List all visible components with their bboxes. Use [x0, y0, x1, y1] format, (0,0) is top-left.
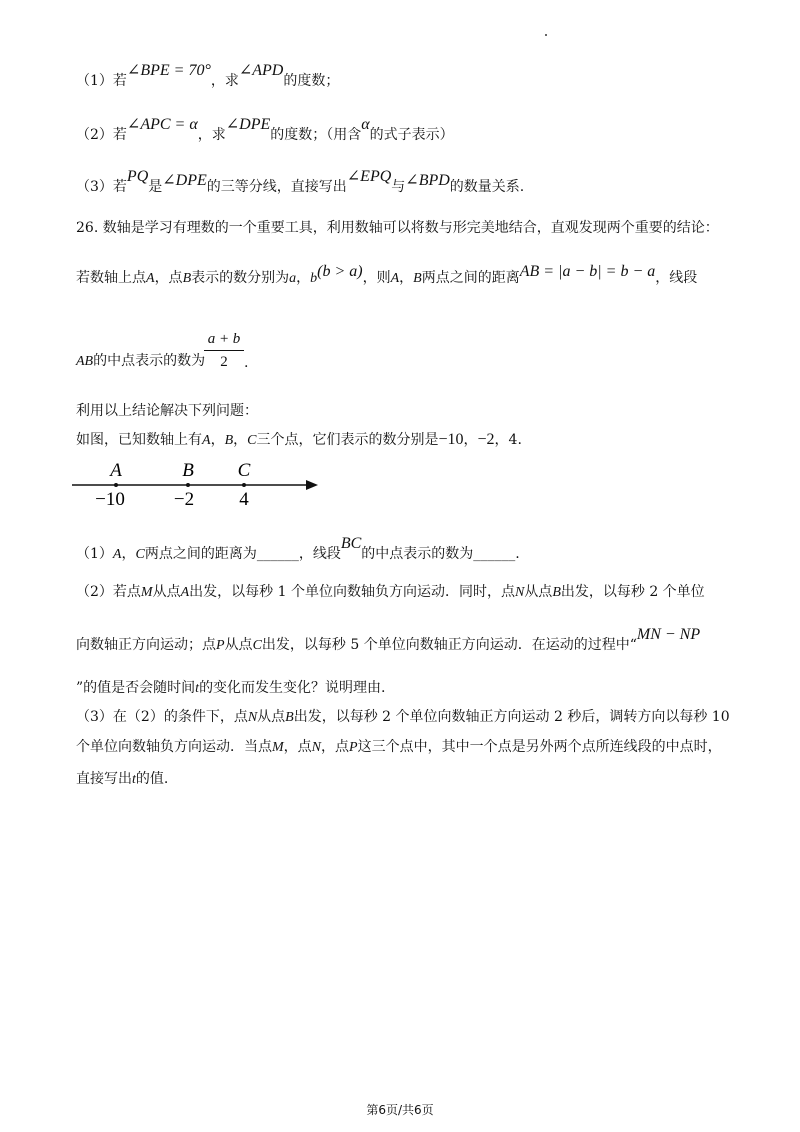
text: 若数轴上点 [76, 270, 146, 286]
text: ， [463, 432, 478, 448]
angle-apc-expr: ∠APC = α [126, 116, 198, 133]
text: ，则 [362, 270, 391, 286]
point-b-label: B [224, 433, 234, 448]
text: 的中点表示的数为______. [361, 546, 520, 562]
q25-part2-text2: 的度数；（用含 [270, 127, 362, 143]
var-b: b [310, 271, 318, 286]
point-a-label: A [390, 271, 400, 286]
text: ， [210, 432, 225, 448]
q26-sub2-line2 [76, 626, 701, 655]
numline-value-c: 4 [239, 489, 249, 510]
text: 两点之间的距离 [421, 270, 520, 286]
q25-part3-number: （3）若 [76, 179, 127, 195]
point-c-label: C [247, 433, 257, 448]
text: ，点 [321, 739, 350, 755]
text: （3）在（2）的条件下，点 [76, 709, 248, 725]
numline-label-b: B [182, 460, 194, 481]
text: 出发，以每秒 2 个单位 [560, 584, 705, 600]
distance-formula: AB = |a − b| = b − a [519, 263, 656, 280]
point-m-label: M [272, 740, 284, 755]
text: 的中点表示的数为 [93, 353, 206, 369]
text: 向数轴正方向运动；点 [76, 637, 216, 653]
q26-sub3-line2 [76, 738, 722, 757]
q26-sub3-line1 [76, 708, 730, 727]
var-t: t [132, 772, 136, 787]
condition-b-gt-a: (b > a) [317, 263, 363, 280]
text: ，点 [283, 739, 312, 755]
alpha-symbol: α [361, 116, 370, 133]
fraction-bar [204, 350, 244, 351]
point-p-label: P [216, 638, 225, 653]
q26-sub1 [76, 535, 520, 564]
q26-line3-end: . [244, 355, 249, 371]
scan-dot [545, 34, 547, 36]
segment-bc: BC [340, 535, 362, 552]
text: 两点之间的距离为______，线段 [144, 546, 341, 562]
text: 出发，以每秒 2 个单位向数轴正方向运动 2 秒后，调转方向以每秒 10 [293, 709, 730, 725]
value-4: 4 [508, 432, 518, 448]
expression-mn-minus-np: MN − NP [636, 626, 701, 643]
value-minus10: −10 [438, 431, 464, 448]
text: 直接写出 [76, 771, 132, 787]
q25-part2-tail: 的式子表示） [369, 127, 454, 143]
point-a-label: A [112, 547, 122, 562]
q25-part2-number: （2）若 [76, 127, 127, 143]
point-m-label: M [140, 585, 153, 600]
text: ”的值是否会随时间 [76, 680, 196, 696]
var-a: a [289, 271, 297, 286]
text: 这三个点中，其中一个点是另外两个点所连线段的中点时， [357, 739, 722, 755]
q25-part1 [76, 62, 340, 90]
q26-sub2-line1 [76, 583, 705, 602]
point-n-label: N [247, 710, 258, 725]
q26-sub2-line3 [76, 679, 386, 698]
point-c-label: C [135, 547, 145, 562]
angle-bpd-expr: ∠BPD [405, 172, 450, 189]
point-a-label: A [146, 271, 155, 286]
text: . [517, 432, 522, 448]
point-p-label: P [349, 740, 358, 755]
q25-part3-text2: 的三等分线，直接写出 [206, 179, 347, 195]
text: 从点 [152, 584, 181, 600]
point-c-label: C [252, 638, 262, 653]
angle-dpe-expr-2: ∠DPE [162, 172, 207, 189]
q25-part1-number: （1）若 [76, 73, 127, 89]
text: 从点 [524, 584, 553, 600]
angle-bpe-expr: ∠BPE = 70° [126, 62, 211, 79]
point-n-label: N [514, 585, 525, 600]
text: ， [233, 432, 248, 448]
point-c-dot [242, 483, 246, 487]
point-a-dot [114, 483, 118, 487]
q25-part3 [76, 168, 525, 196]
fraction-denominator: 2 [220, 354, 228, 370]
q25-part3-text1: 是 [148, 179, 163, 195]
text: 表示的数分别为 [191, 270, 290, 286]
text: ， [121, 546, 136, 562]
text: 从点 [257, 709, 286, 725]
point-b-dot [186, 483, 190, 487]
point-b-label: B [552, 585, 561, 600]
arrow-head-icon [306, 480, 318, 490]
pq-expr: PQ [126, 168, 149, 185]
point-n-label: N [311, 740, 322, 755]
text: ， [494, 432, 509, 448]
text: 出发，以每秒 1 个单位向数轴负方向运动．同时，点 [189, 584, 515, 600]
q25-part2 [76, 116, 454, 144]
segment-ab: AB [76, 354, 94, 369]
text: （2）若点 [76, 584, 141, 600]
numline-label-c: C [237, 460, 251, 481]
number-line-figure [70, 455, 330, 515]
numline-value-b: −2 [173, 489, 195, 510]
point-a-label: A [180, 585, 190, 600]
angle-epq-expr: ∠EPQ [346, 168, 392, 185]
var-t: t [195, 681, 200, 696]
angle-apd-expr: ∠APD [238, 62, 284, 79]
point-b-label: B [413, 271, 422, 286]
text: 的变化而发生变化？说明理由. [199, 680, 386, 696]
q26-line2 [76, 263, 698, 288]
text: （1） [76, 546, 113, 562]
midpoint-fraction [204, 330, 244, 371]
numline-value-a: −10 [95, 489, 125, 510]
text: 三个点，它们表示的数分别是 [256, 432, 439, 448]
q26-sub3-line3 [76, 770, 168, 789]
q25-part3-text3: 与 [391, 179, 406, 195]
q26-line3 [76, 352, 205, 371]
q25-part1-text: ，求 [210, 73, 239, 89]
point-a-label: A [202, 433, 211, 448]
page-footer: 第6页/共6页 [366, 1103, 434, 1117]
point-b-label: B [182, 271, 192, 286]
q26-line4: 利用以上结论解决下列问题： [76, 403, 258, 419]
text: ，点 [154, 270, 183, 286]
q26-intro: 26. 数轴是学习有理数的一个重要工具，利用数轴可以将数与形完美地结合，直观发现两个重要的结论： [76, 220, 719, 236]
text: 从点 [224, 637, 253, 653]
q25-part2-text: ，求 [197, 127, 226, 143]
value-minus2: −2 [477, 431, 495, 448]
text: 的值. [135, 771, 169, 787]
q26-line5 [76, 431, 522, 450]
text: 出发，以每秒 5 个单位向数轴正方向运动．在运动的过程中“ [261, 637, 637, 653]
text: ， [296, 270, 311, 286]
text: ， [399, 270, 414, 286]
numline-label-a: A [110, 460, 122, 481]
point-b-label: B [285, 710, 294, 725]
angle-dpe-expr: ∠DPE [225, 116, 271, 133]
fraction-numerator: a + b [207, 331, 241, 347]
text: 个单位向数轴负方向运动．当点 [76, 739, 272, 755]
q25-part3-tail: 的数量关系. [449, 179, 525, 195]
q25-part1-tail: 的度数； [283, 73, 340, 89]
text: ，线段 [655, 270, 698, 286]
text: 如图，已知数轴上有 [76, 432, 202, 448]
